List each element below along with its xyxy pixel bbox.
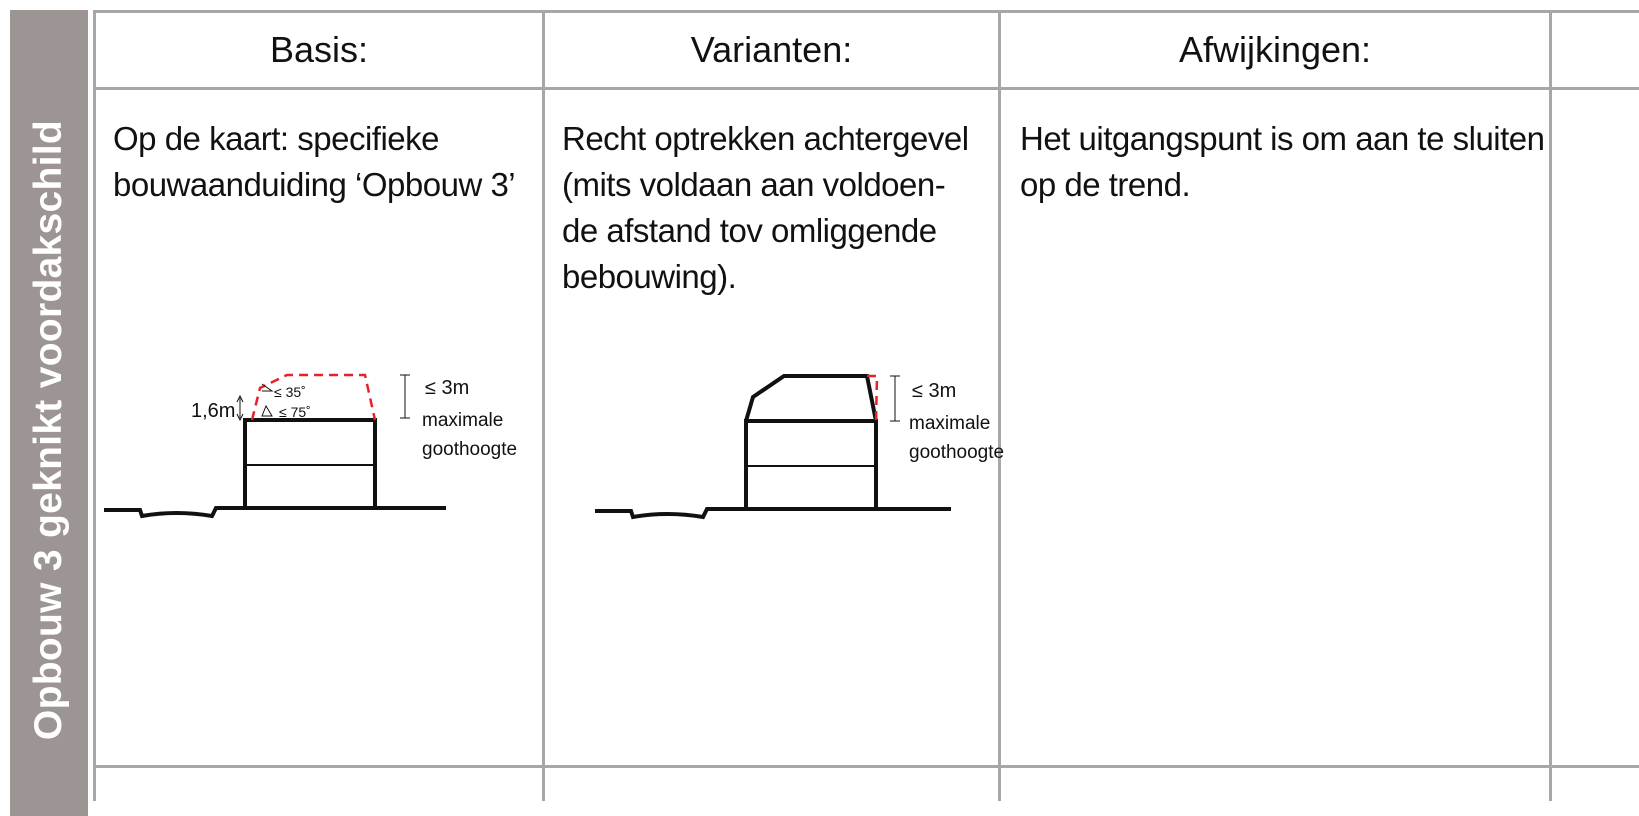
note-line-2: goothoogte <box>909 442 1005 463</box>
basis-text-line: bouwaanduiding ‘Opbouw 3’ <box>113 166 516 203</box>
varianten-description <box>562 116 969 300</box>
basis-text-line: Op de kaart: specifieke <box>113 120 440 157</box>
basis-description <box>113 116 515 208</box>
side-label: Opbouw 3 geknikt voordakschild <box>27 119 70 741</box>
afwijkingen-description <box>1020 116 1545 208</box>
note-line-1: maximale <box>422 410 504 431</box>
height-label-left: 1,6m <box>191 400 236 422</box>
column-header-varianten: Varianten: <box>690 29 853 70</box>
varianten-text-line: Recht optrekken achtergevel <box>562 120 969 157</box>
basis-section-diagram <box>95 350 555 550</box>
height-label-right: ≤ 3m <box>425 377 470 399</box>
afwijkingen-text-line: Het uitgangspunt is om aan te sluiten <box>1020 120 1545 157</box>
note-line-1: maximale <box>909 413 991 434</box>
varianten-text-line: bebouwing). <box>562 258 737 295</box>
height-label-right: ≤ 3m <box>912 380 957 402</box>
roof-outline <box>746 376 876 421</box>
header-divider <box>93 87 1639 90</box>
varianten-text-line: de afstand tov omliggende <box>562 212 937 249</box>
column-header-afwijkingen: Afwijkingen: <box>1178 29 1372 70</box>
angle-label-top: ≤ 35˚ <box>274 384 306 400</box>
table-border-right <box>1549 10 1552 801</box>
varianten-text-line: (mits voldaan aan voldoen- <box>562 166 946 203</box>
varianten-section-diagram <box>585 350 1035 550</box>
table-border-bottom <box>93 765 1639 768</box>
column-header-basis: Basis: <box>269 29 369 70</box>
note-line-2: goothoogte <box>422 439 518 460</box>
afwijkingen-text-line: op de trend. <box>1020 166 1191 203</box>
angle-label-bottom: ≤ 75˚ <box>279 404 311 420</box>
